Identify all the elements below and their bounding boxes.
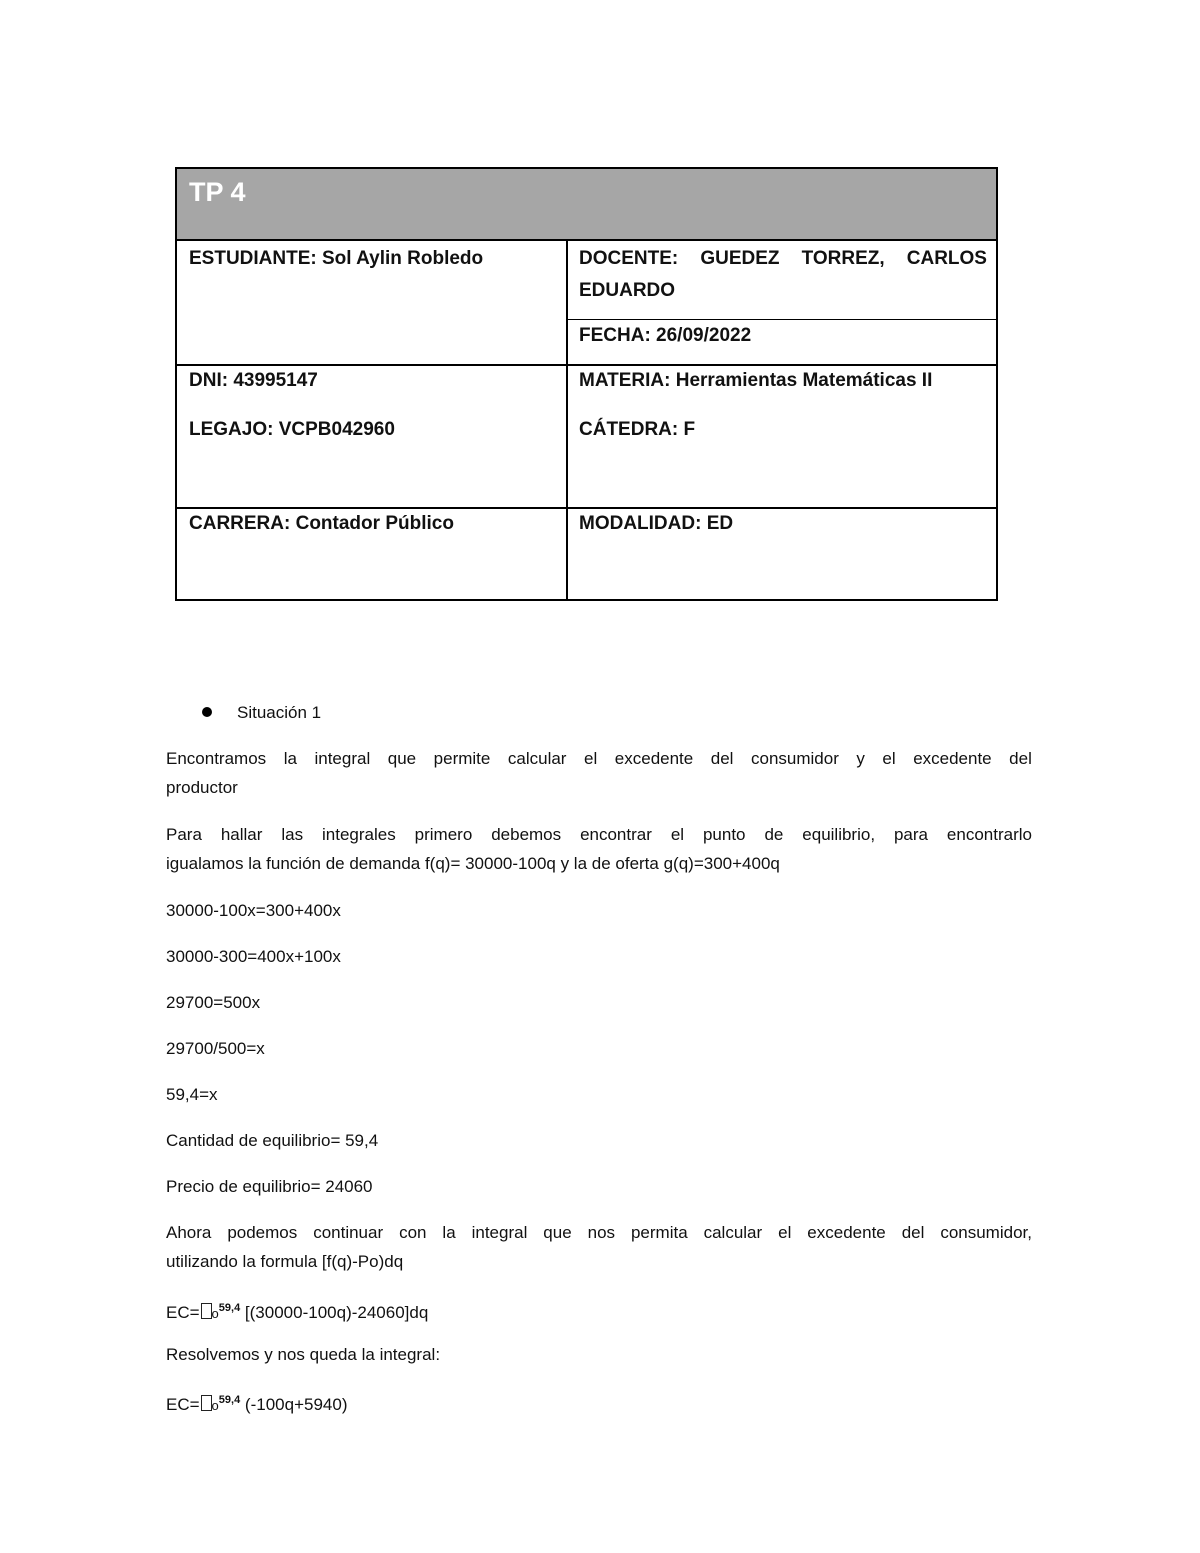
integral-expression	[166, 1386, 1032, 1420]
integral-body: [(30000-100q)-24060]dq	[240, 1303, 429, 1322]
word: de	[764, 825, 784, 844]
equation-line: 30000-100x=300+400x	[166, 901, 341, 920]
bullet-icon	[202, 707, 212, 717]
word: del	[710, 749, 734, 768]
word: permite	[433, 749, 491, 768]
date-field: FECHA: 26/09/2022	[579, 325, 752, 346]
word: continuar	[313, 1223, 384, 1242]
paragraph-consumer-surplus	[166, 1218, 1032, 1276]
integral-icon	[201, 1395, 212, 1411]
teacher-name-word: TORREZ,	[801, 248, 885, 269]
equilibrium-price: Precio de equilibrio= 24060	[166, 1177, 373, 1196]
teacher-name-word: GUEDEZ	[700, 248, 780, 269]
paragraph-line: igualamos la función de demanda f(q)= 30000-100q y la de oferta g(q)=300+400q	[166, 854, 780, 873]
word: integral	[471, 1223, 528, 1242]
word: excedente	[614, 749, 694, 768]
word: las	[281, 825, 304, 844]
word: consumidor	[750, 749, 839, 768]
word: punto	[702, 825, 746, 844]
word: excedente	[807, 1223, 886, 1242]
word: y	[856, 749, 865, 768]
paragraph-line: utilizando la formula [f(q)-Po)dq	[166, 1252, 404, 1271]
paragraph-line	[166, 820, 1032, 849]
modality-field: MODALIDAD: ED	[579, 513, 734, 534]
subject-field: MATERIA: Herramientas Matemáticas II	[579, 370, 933, 391]
teacher-label: DOCENTE:	[579, 248, 679, 269]
word: que	[543, 1223, 572, 1242]
word: primero	[414, 825, 473, 844]
paragraph-line	[166, 1218, 1032, 1247]
word: del	[1009, 749, 1032, 768]
word: excedente	[913, 749, 992, 768]
paragraph-line	[166, 744, 1032, 773]
catedra-field: CÁTEDRA: F	[579, 419, 696, 440]
equation-line: 29700/500=x	[166, 1039, 265, 1058]
equation-line: 29700=500x	[166, 993, 261, 1012]
paragraph-line: productor	[166, 778, 238, 797]
integral-lower-limit: o	[211, 1306, 219, 1321]
student-field: ESTUDIANTE: Sol Aylin Robledo	[189, 248, 484, 269]
word: nos	[587, 1223, 616, 1242]
word: del	[901, 1223, 925, 1242]
integral-body: (-100q+5940)	[240, 1395, 348, 1414]
word: Encontramos	[166, 749, 267, 768]
word: encontrarlo	[946, 825, 1032, 844]
word: el	[670, 825, 685, 844]
integral-upper-limit: 59,4	[218, 1394, 241, 1406]
word: permita	[630, 1223, 688, 1242]
word: la	[283, 749, 297, 768]
word: Ahora	[166, 1223, 212, 1242]
word: la	[442, 1223, 456, 1242]
word: calcular	[507, 749, 567, 768]
word: para	[893, 825, 928, 844]
word: hallar	[220, 825, 263, 844]
section-heading: Situación 1	[237, 703, 322, 722]
word: debemos	[491, 825, 562, 844]
career-field: CARRERA: Contador Público	[189, 513, 454, 534]
table-divider-vertical	[566, 241, 568, 599]
word: que	[387, 749, 417, 768]
integral-expression	[166, 1294, 1032, 1328]
integral-upper-limit: 59,4	[218, 1302, 241, 1314]
paragraph-equilibrium	[166, 820, 1032, 878]
integral-icon	[201, 1303, 212, 1319]
paragraph-resolve: Resolvemos y nos queda la integral:	[166, 1345, 441, 1364]
header-table	[175, 167, 998, 601]
word: calcular	[703, 1223, 763, 1242]
legajo-field: LEGAJO: VCPB042960	[189, 419, 395, 440]
document-title: TP 4	[189, 177, 246, 207]
integral-prefix: EC=	[166, 1395, 200, 1414]
word: integrales	[322, 825, 396, 844]
integral-prefix: EC=	[166, 1303, 200, 1322]
integral-lower-limit: o	[211, 1398, 219, 1413]
word: el	[584, 749, 598, 768]
word: Para	[166, 825, 202, 844]
paragraph-intro	[166, 744, 1032, 802]
teacher-name-line2: EDUARDO	[579, 280, 676, 301]
word: podemos	[227, 1223, 298, 1242]
equation-line: 59,4=x	[166, 1085, 218, 1104]
title-bar	[177, 169, 996, 241]
equilibrium-quantity: Cantidad de equilibrio= 59,4	[166, 1131, 379, 1150]
word: consumidor,	[940, 1223, 1032, 1242]
teacher-field	[579, 243, 987, 307]
teacher-name-word: CARLOS	[906, 248, 987, 269]
equation-line: 30000-300=400x+100x	[166, 947, 341, 966]
word: integral	[314, 749, 371, 768]
word: equilibrio,	[802, 825, 876, 844]
word: con	[399, 1223, 427, 1242]
word: el	[882, 749, 896, 768]
dni-field: DNI: 43995147	[189, 370, 318, 391]
word: encontrar	[580, 825, 652, 844]
word: el	[778, 1223, 792, 1242]
